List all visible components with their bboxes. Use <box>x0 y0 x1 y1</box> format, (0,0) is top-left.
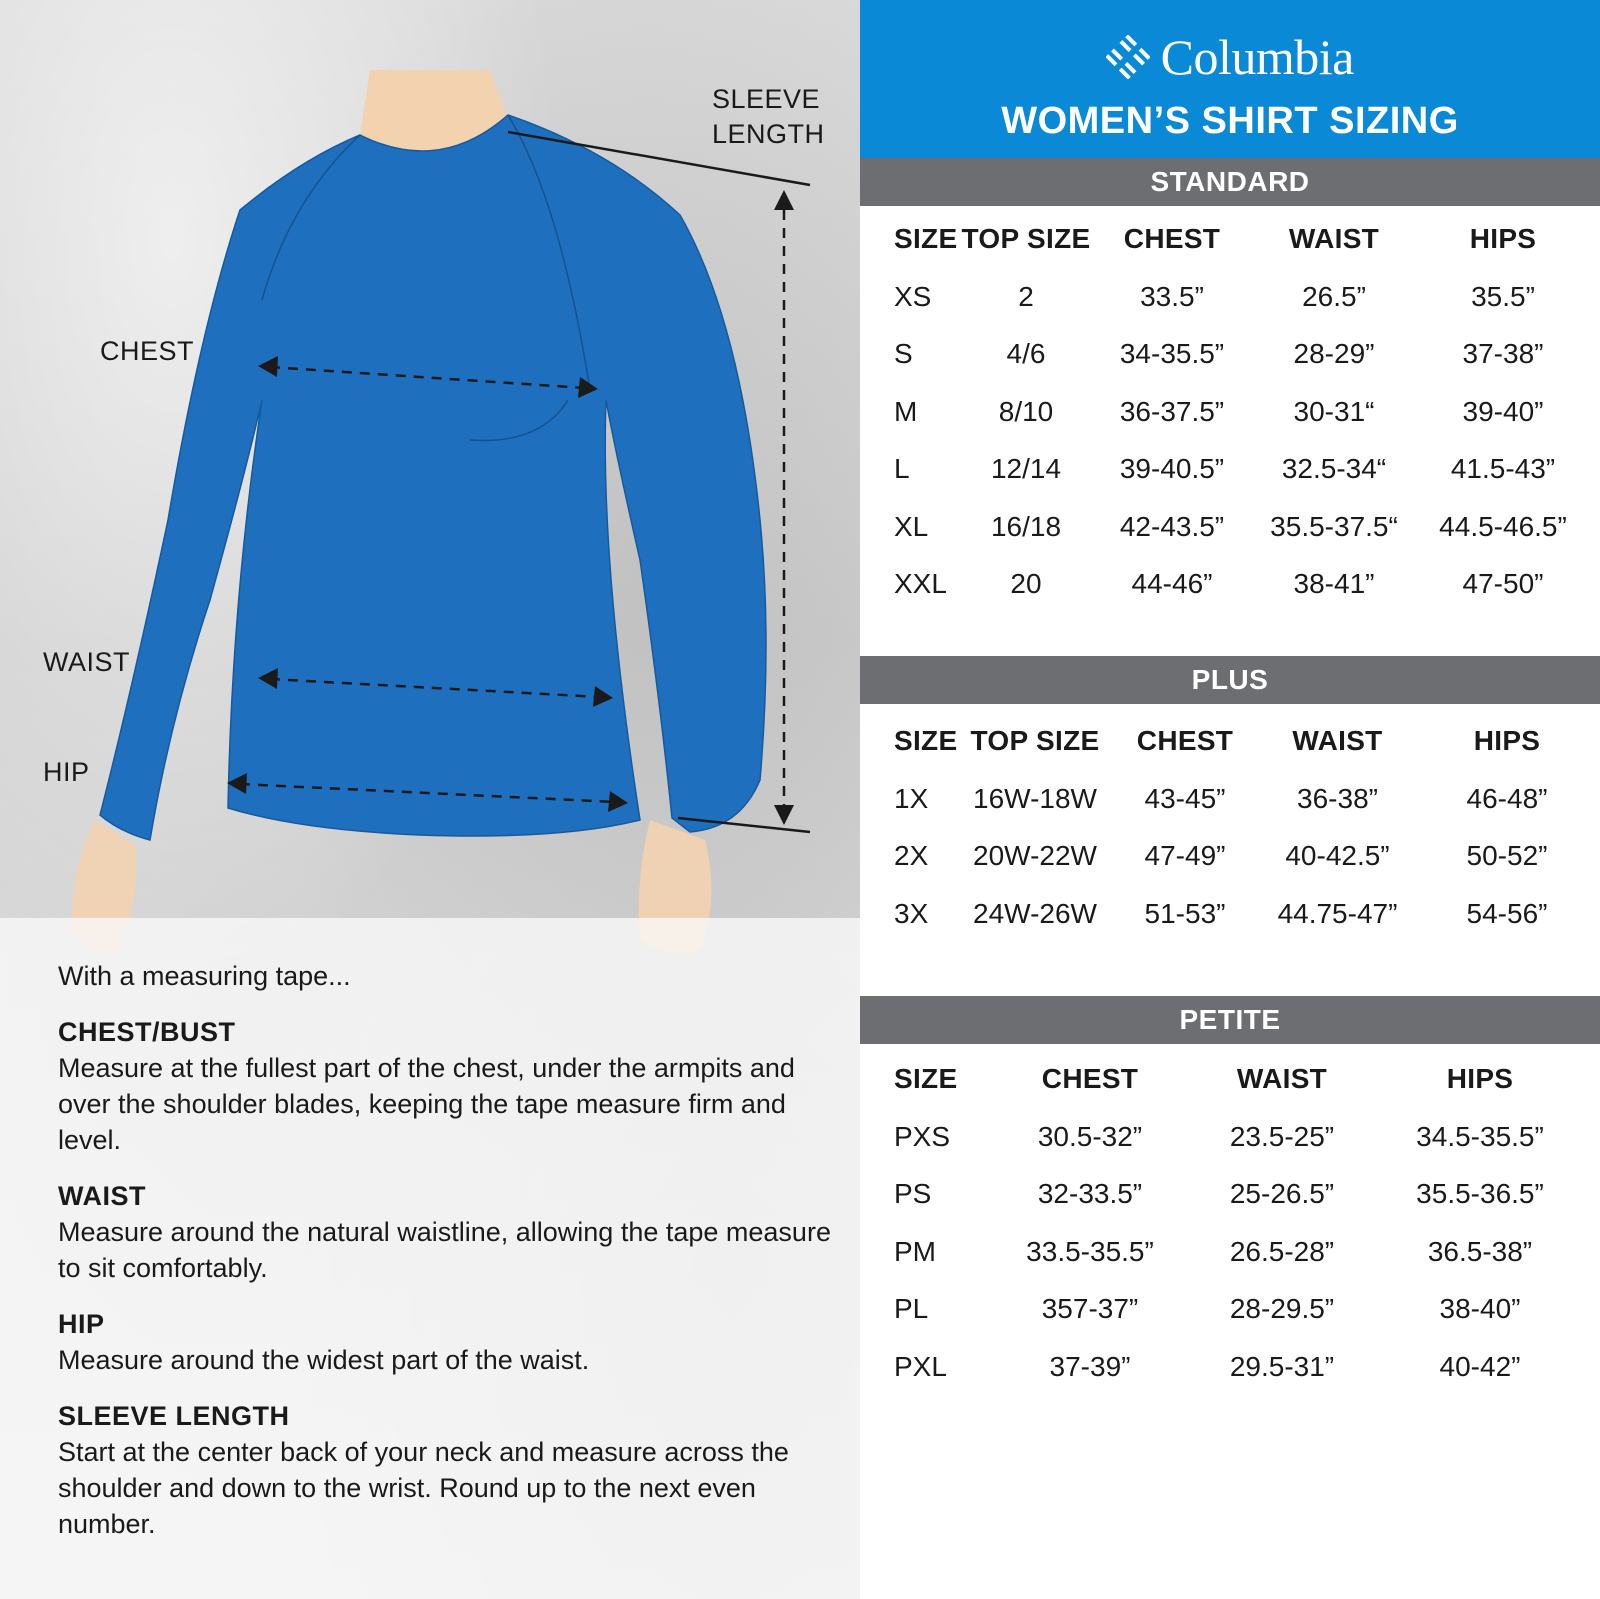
table-cell: 35.5-36.5” <box>1416 1178 1544 1209</box>
table-cell: 2X <box>894 840 929 871</box>
waist-label: WAIST <box>43 647 130 677</box>
measuring-instructions <box>58 958 838 1562</box>
table-cell: 357-37” <box>1041 1293 1139 1324</box>
table-row <box>870 383 1600 441</box>
table-cell: 37-38” <box>1462 338 1544 369</box>
columbia-diamond-icon <box>1106 35 1150 79</box>
column-header: WAIST <box>1236 1063 1328 1094</box>
table-cell: 29.5-31” <box>1229 1350 1335 1382</box>
column-header: SIZE <box>894 223 958 254</box>
table-row <box>870 1338 1600 1396</box>
chest-bust-title: CHEST/BUST <box>58 1017 236 1047</box>
table-cell: 4/6 <box>1006 338 1046 369</box>
table-cell: 51-53” <box>1144 897 1226 929</box>
table-cell: 1X <box>894 782 929 814</box>
column-header: SIZE <box>894 725 958 756</box>
page-title: WOMEN’S SHIRT SIZING <box>1001 100 1459 142</box>
column-header: HIPS <box>1473 725 1541 756</box>
table-cell: 33.5” <box>1140 280 1204 312</box>
table-cell: 25-26.5” <box>1229 1178 1335 1209</box>
hip-title: HIP <box>58 1309 105 1339</box>
column-header: HIPS <box>1469 223 1537 254</box>
sleeve-length-label: SLEEVE LENGTH <box>712 84 825 149</box>
table-cell: 37-39” <box>1049 1350 1131 1382</box>
table-cell: 12/14 <box>990 453 1062 484</box>
standard-section-header: STANDARD <box>860 158 1600 206</box>
standard-table-header-row <box>870 210 1600 268</box>
table-cell: PM <box>894 1235 936 1267</box>
table-row <box>870 325 1600 383</box>
column-header: HIPS <box>1446 1063 1514 1094</box>
table-cell: 39-40” <box>1462 395 1544 427</box>
table-cell: 16W-18W <box>973 782 1097 814</box>
table-row <box>870 1108 1600 1166</box>
waist-title: WAIST <box>58 1181 146 1211</box>
column-header: WAIST <box>1292 725 1383 756</box>
table-cell: 34.5-35.5” <box>1416 1120 1544 1152</box>
table-row <box>870 827 1600 885</box>
table-cell: 44.75-47” <box>1277 897 1398 929</box>
plus-table-header-row <box>870 712 1600 770</box>
table-cell: 38-40” <box>1439 1293 1521 1324</box>
table-cell: 3X <box>894 897 929 929</box>
brand-logo <box>860 28 1600 86</box>
table-cell: PS <box>894 1178 932 1209</box>
sleeve-length-text: Start at the center back of your neck and measure across the shoulder and down to the wrist. Round up to the next even number. <box>58 1437 789 1539</box>
table-cell: PL <box>894 1293 929 1324</box>
table-cell: 30.5-32” <box>1037 1120 1143 1152</box>
column-header: WAIST <box>1288 223 1380 254</box>
table-cell: PXS <box>894 1120 951 1152</box>
waist-text: Measure around the natural waistline, allowing the tape measure to sit comfortably. <box>58 1217 831 1283</box>
shirt-shape <box>100 115 766 840</box>
table-cell: 20 <box>1010 568 1042 599</box>
column-header: CHEST <box>1123 223 1221 254</box>
table-row <box>870 770 1600 828</box>
table-cell: M <box>894 395 918 427</box>
table-cell: 46-48” <box>1466 782 1548 814</box>
table-cell: 38-41” <box>1293 568 1375 599</box>
table-cell: 41.5-43” <box>1450 453 1556 484</box>
brand-header <box>860 0 1600 160</box>
table-row <box>870 268 1600 326</box>
table-cell: 47-49” <box>1144 840 1226 871</box>
table-cell: 8/10 <box>998 395 1054 427</box>
table-cell: 42-43.5” <box>1119 510 1225 542</box>
petite-section-header: PETITE <box>860 996 1600 1044</box>
plus-size-table <box>870 712 1600 942</box>
column-header: TOP SIZE <box>961 223 1091 254</box>
table-row <box>870 1165 1600 1223</box>
table-cell: L <box>894 453 910 484</box>
table-cell: XS <box>894 280 932 312</box>
table-cell: 28-29” <box>1293 338 1375 369</box>
chest-bust-text: Measure at the fullest part of the chest, under the armpits and over the shoulder blades, keeping the tape measure firm and level. <box>58 1053 795 1155</box>
column-header: CHEST <box>1136 725 1234 756</box>
petite-size-table <box>870 1050 1600 1395</box>
size-chart-panel <box>860 0 1600 1599</box>
sleeve-length-title: SLEEVE LENGTH <box>58 1401 290 1431</box>
instructions-intro: With a measuring tape... <box>58 961 351 991</box>
table-cell: 36-37.5” <box>1119 395 1225 427</box>
chest-label: CHEST <box>100 336 195 366</box>
table-cell: 32-33.5” <box>1037 1178 1143 1209</box>
table-cell: XL <box>894 510 929 542</box>
table-cell: 24W-26W <box>973 897 1097 929</box>
table-cell: 34-35.5” <box>1119 338 1225 369</box>
table-cell: 40-42” <box>1439 1350 1521 1382</box>
table-row <box>870 885 1600 943</box>
table-cell: S <box>894 338 913 369</box>
table-cell: 44-46” <box>1131 568 1213 599</box>
table-row <box>870 1280 1600 1338</box>
table-cell: 33.5-35.5” <box>1026 1235 1154 1267</box>
table-cell: 23.5-25” <box>1229 1120 1335 1152</box>
table-cell: 43-45” <box>1144 782 1226 814</box>
table-cell: 39-40.5” <box>1119 453 1225 484</box>
table-cell: 35.5” <box>1471 280 1535 312</box>
table-cell: 2 <box>1018 280 1034 312</box>
table-cell: 20W-22W <box>973 840 1097 871</box>
table-cell: 36-38” <box>1297 782 1378 814</box>
table-row <box>870 498 1600 556</box>
table-cell: XXL <box>894 568 947 599</box>
table-cell: 16/18 <box>990 510 1062 542</box>
table-cell: 35.5-37.5“ <box>1270 510 1398 542</box>
table-cell: 44.5-46.5” <box>1439 510 1567 542</box>
column-header: CHEST <box>1041 1063 1139 1094</box>
table-cell: 28-29.5” <box>1229 1293 1335 1324</box>
table-cell: 50-52” <box>1466 840 1548 871</box>
table-cell: 26.5” <box>1302 280 1366 312</box>
column-header: TOP SIZE <box>970 725 1100 756</box>
column-header: SIZE <box>894 1063 958 1094</box>
table-cell: 30-31“ <box>1293 395 1375 427</box>
standard-size-table <box>870 210 1600 613</box>
table-row <box>870 1223 1600 1281</box>
table-cell: PXL <box>894 1350 947 1382</box>
table-cell: 26.5-28” <box>1229 1235 1335 1267</box>
table-cell: 36.5-38” <box>1427 1235 1533 1267</box>
table-cell: 47-50” <box>1462 568 1544 599</box>
brand-name: Columbia <box>1160 29 1354 85</box>
hip-label: HIP <box>43 757 90 787</box>
table-row <box>870 555 1600 613</box>
table-cell: 40-42.5” <box>1285 840 1390 871</box>
table-row <box>870 440 1600 498</box>
petite-table-header-row <box>870 1050 1600 1108</box>
plus-section-header: PLUS <box>860 656 1600 704</box>
hip-text: Measure around the widest part of the waist. <box>58 1345 590 1375</box>
table-cell: 32.5-34“ <box>1281 453 1387 484</box>
table-cell: 54-56” <box>1466 897 1548 929</box>
